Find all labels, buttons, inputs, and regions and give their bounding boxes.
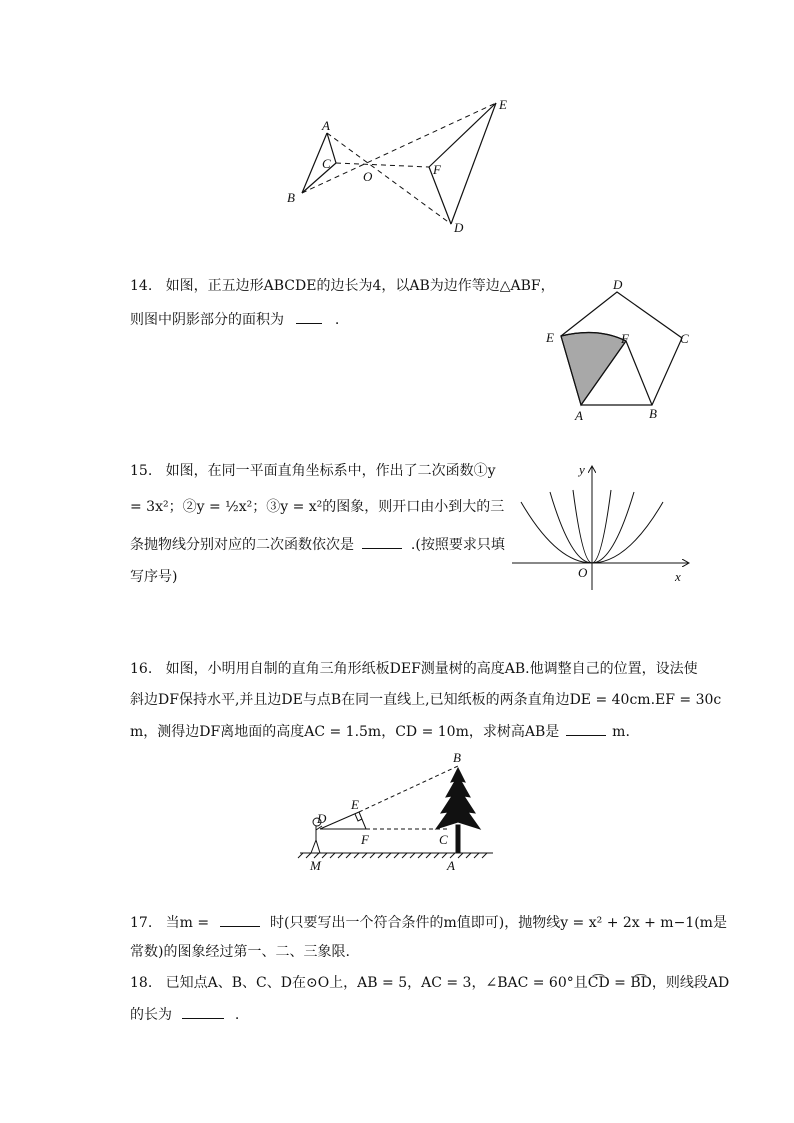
q14-label-B: B	[649, 406, 657, 421]
q14-label-F: F	[621, 331, 629, 346]
q15-text-line3-end: .(按照要求只填	[410, 537, 505, 553]
q16-label-M: M	[310, 858, 321, 873]
q14-label-E: E	[546, 330, 554, 345]
q17-text-a: 当m =	[165, 915, 210, 931]
q14-label-A: A	[575, 408, 583, 423]
q14-text-line1: 如图，正五边形ABCDE的边长为4，以AB为边作等边△ABF，	[165, 278, 555, 294]
label-D: D	[454, 220, 464, 235]
q14-text-line2: 则图中阴影部分的面积为	[130, 312, 284, 328]
q14-label-C: C	[680, 331, 689, 346]
label-F: F	[433, 162, 441, 177]
q15-origin: O	[578, 565, 588, 580]
q18-number: 18.	[130, 975, 153, 991]
label-C: C	[322, 156, 331, 171]
q15-text-line1: 如图，在同一平面直角坐标系中，作出了二次函数①y	[165, 463, 496, 479]
ground-hatch	[298, 853, 487, 858]
q17-text-b: 时(只要写出一个符合条件的m值即可)，抛物线y = x² + 2x + m−1(m是	[270, 915, 727, 931]
q18-text-line2-end: .	[234, 1007, 240, 1023]
label-O: O	[363, 169, 373, 184]
q17-answer-blank[interactable]	[220, 912, 260, 927]
dash-EB	[359, 766, 458, 812]
q16-text-line1: 如图，小明用自制的直角三角形纸板DEF测量树的高度AB.他调整自己的位置，设法使	[165, 661, 698, 677]
q18-text-line1: 已知点A、B、C、D在⊙O上，AB = 5，AC = 3，∠BAC = 60°且C͡D = B͡D，则线段AD	[165, 975, 730, 991]
q16-label-F: F	[361, 832, 369, 847]
q14-number: 14.	[130, 278, 153, 294]
q14-label-D: D	[613, 277, 623, 292]
q18-line1	[130, 973, 729, 993]
q16-text-line3-end: m.	[612, 724, 630, 740]
q17-line2	[130, 942, 350, 962]
q16-label-A: A	[447, 858, 455, 873]
q16-text-line2: 斜边DF保持水平,并且边DE与点B在同一直线上,已知纸板的两条直角边DE = 40cm.EF = 30c	[130, 692, 722, 708]
label-E: E	[499, 97, 507, 112]
q18-text-line2: 的长为	[130, 1007, 172, 1023]
q15-text-line4: 写序号)	[130, 569, 178, 585]
q17-number: 17.	[130, 915, 153, 931]
q16-label-D: D	[317, 811, 327, 826]
q15-text-line2: = 3x²；②y = ½x²；③y = x²的图象，则开口由小到大的三	[130, 499, 505, 515]
q15-text-line3: 条抛物线分别对应的二次函数依次是	[130, 537, 354, 553]
q18-answer-blank[interactable]	[182, 1004, 224, 1019]
label-A: A	[322, 118, 330, 133]
q17-line1	[130, 912, 727, 933]
q16-label-B: B	[453, 750, 461, 765]
q17-text-line2: 常数)的图象经过第一、二、三象限.	[130, 944, 350, 960]
q15-number: 15.	[130, 463, 153, 479]
q16-text-line3: m，测得边DF离地面的高度AC = 1.5m，CD = 10m，求树高AB是	[130, 724, 560, 740]
q15-axis-x: x	[675, 569, 681, 584]
q16-label-C: C	[439, 832, 448, 847]
label-B: B	[287, 190, 295, 205]
q15-axis-y: y	[579, 462, 585, 477]
q14-text-line2-end: .	[334, 312, 340, 328]
q16-label-E: E	[351, 797, 359, 812]
q16-number: 16.	[130, 661, 153, 677]
q18-line2	[130, 1004, 239, 1025]
